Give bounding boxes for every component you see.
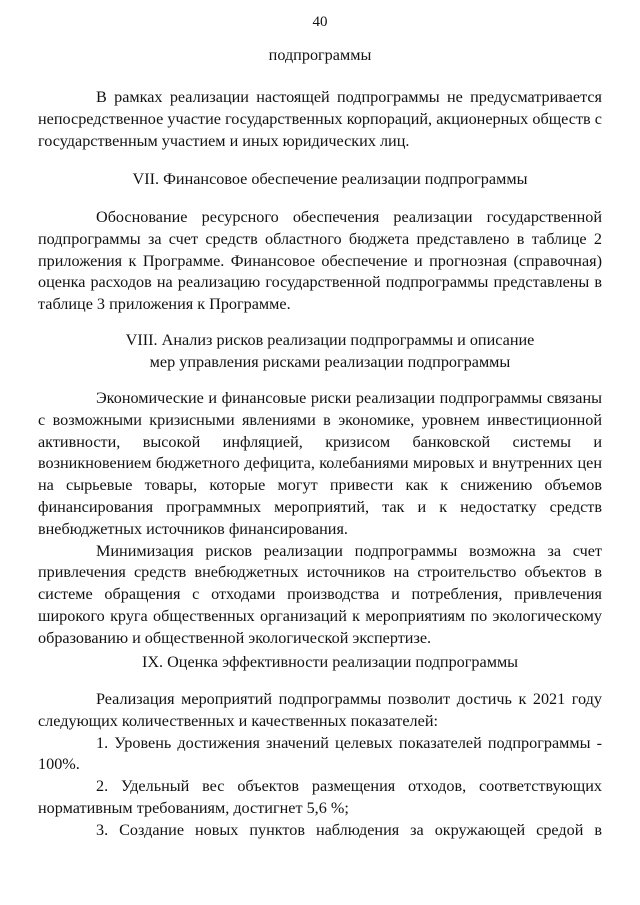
list-item-1: 1. Уровень достижения значений целевых показателей подпрограммы - 100%. bbox=[38, 733, 602, 774]
paragraph-risks bbox=[38, 388, 602, 650]
page-number: 40 bbox=[312, 14, 328, 30]
section-8-heading bbox=[38, 330, 602, 374]
section-7-heading bbox=[38, 169, 602, 191]
paragraph-finance-text: Обоснование ресурсного обеспечения реализации государственной подпрограммы за счет средств областного бюджета представлено в таблице 2 приложения к Программе. Финансовое обеспечение и прогнозная (справочная) оценка расходов на реализацию государственной подпрограммы представлены в таблице 3 приложения к Программе. bbox=[38, 208, 602, 314]
section-9-title: IX. Оценка эффективности реализации подпрограммы bbox=[141, 653, 519, 671]
section-heading-tail bbox=[38, 45, 602, 67]
section-9-heading bbox=[38, 652, 602, 674]
paragraph-risks-text: Экономические и финансовые риски реализации подпрограммы связаны с возможными кризисными явлениями в экономике, уровнем инвестиционной активности, высокой инфляцией, кризисом банковской системы и возникновением бюджетного дефицита, колебаниями мировых и внутренних цен на сырьевые товары, которые могут привести как к снижению объемов финансирования программных мероприятий, так и к недостатку средств внебюджетных источников финансирования. bbox=[38, 389, 602, 538]
paragraph-finance bbox=[38, 207, 602, 316]
paragraph-participation bbox=[38, 87, 602, 152]
paragraph-effectiveness bbox=[38, 689, 602, 842]
list-item-3: 3. Создание новых пунктов наблюдения за окружающей средой в bbox=[96, 820, 602, 839]
heading-tail-text: подпрограммы bbox=[268, 46, 372, 64]
paragraph-effectiveness-intro: Реализация мероприятий подпрограммы позволит достичь к 2021 году следующих количественных и качественных показателей: bbox=[38, 690, 602, 730]
paragraph-minimization-text: Минимизация рисков реализации подпрограммы возможна за счет привлечения средств внебюджетных источников на строительство объектов в системе обращения с отходами производства и потребления, привлечения широкого круга общественных организаций к мероприятиям по экологическому образованию и общественной экологической экспертизе. bbox=[38, 541, 602, 647]
paragraph-participation-text: В рамках реализации настоящей подпрограммы не предусматривается непосредственное участие государственных корпораций, акционерных обществ с государственным участием и иных юридических лиц. bbox=[38, 88, 602, 150]
section-8-title-line1: VIII. Анализ рисков реализации подпрограммы и описание bbox=[125, 331, 535, 349]
list-item-2: 2. Удельный вес объектов размещения отходов, соответствующих нормативным требованиям, достигнет 5,6 %; bbox=[38, 777, 602, 817]
section-8-title-line2: мер управления рисками реализации подпрограммы bbox=[149, 352, 511, 371]
section-7-title: VII. Финансовое обеспечение реализации подпрограммы bbox=[132, 170, 528, 188]
